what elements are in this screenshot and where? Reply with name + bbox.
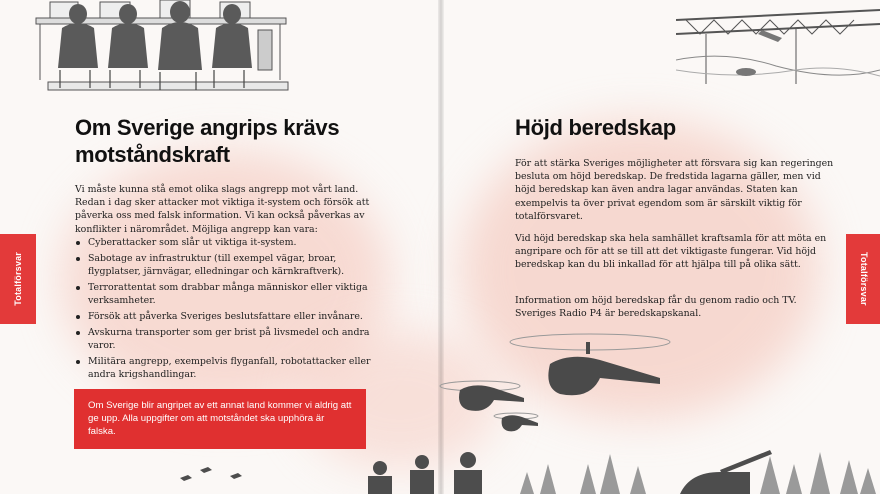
paragraph: Vid höjd beredskap ska hela samhället kraftsamla för att möta en angripare och för att se till att det viktigaste fungerar. Vid höjd beredskap kan du bli inkallad för att hjälpa till på olika sätt.	[515, 233, 827, 271]
soldiers-forest-illustration	[160, 430, 880, 494]
side-tab-left	[0, 234, 36, 324]
list-item: Avskurna transporter som ger brist på livsmedel och andra varor.	[75, 326, 375, 352]
side-tab-right	[846, 234, 880, 324]
list-item: Militära angrepp, exempelvis flyganfall, robotattacker eller andra krigshandlingar.	[75, 355, 375, 381]
list-item: Terrorattentat som drabbar många människor eller viktiga verksamheter.	[75, 281, 375, 307]
intro-paragraph: Vi måste kunna stå emot olika slags angrepp mot vårt land. Redan i dag sker attacker mot viktiga it-system och försök att påverka oss med falsk information. Vi kan också påverkas av konflikter i närområdet. Möjliga angrepp kan vara:	[75, 184, 370, 235]
helicopters-illustration	[420, 328, 700, 438]
page-heading: Höjd beredskap	[515, 115, 676, 140]
list-item: Försök att påverka Sveriges beslutsfattare eller invånare.	[75, 310, 375, 323]
callout-box: Om Sverige blir angripet av ett annat land kommer vi aldrig att ge upp. Alla uppgifter om att motståndet ska upphöra är falska.	[74, 389, 366, 449]
paragraph: För att stärka Sveriges möjligheter att försvara sig kan regeringen besluta om höjd beredskap. De fredstida lagarna gäller, men vid höjd beredskap kan även andra lagar användas. Staten kan exempelvis ta över privat egendom som är särskilt viktig för totalförsvaret.	[515, 158, 834, 222]
bridge-sabotage-illustration	[676, 0, 880, 96]
computer-operators-illustration	[30, 0, 300, 98]
list-item: Cyberattacker som slår ut viktiga it-system.	[75, 236, 375, 249]
attack-list	[75, 236, 375, 384]
page-heading: Om Sverige angrips krävs motståndskraft	[75, 115, 340, 167]
side-tab-label: Totalförsvar	[13, 252, 23, 306]
list-item: Sabotage av infrastruktur (till exempel vägar, broar, flygplatser, järnvägar, elledningar och kärnkraftverk).	[75, 252, 375, 278]
side-tab-label: Totalförsvar	[859, 252, 869, 306]
paragraph: Information om höjd beredskap får du genom radio och TV. Sveriges Radio P4 är beredskapskanal.	[515, 295, 797, 320]
